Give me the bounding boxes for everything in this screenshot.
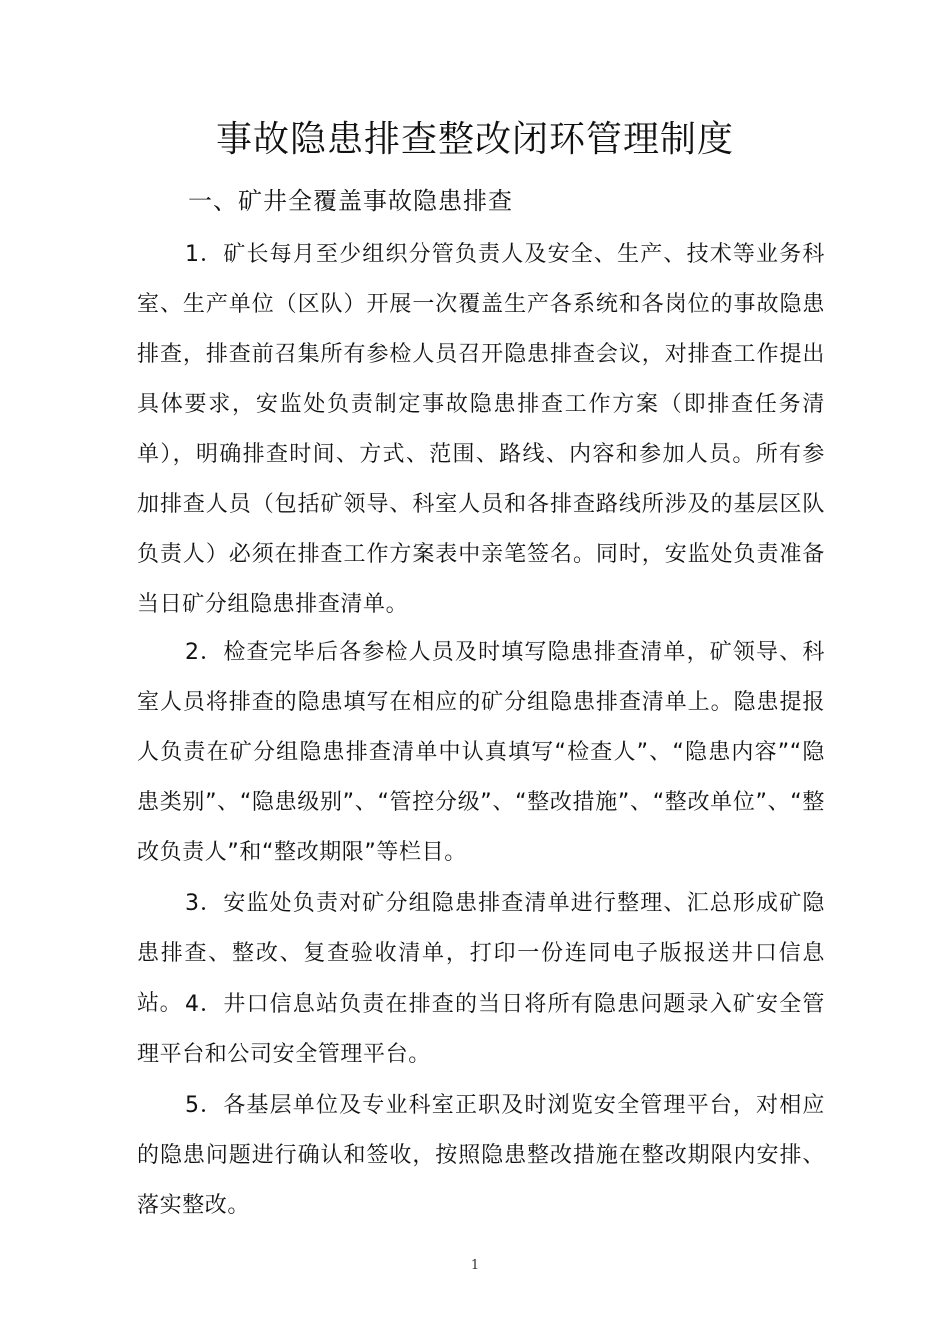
paragraph-5: 5．各基层单位及专业科室正职及时浏览安全管理平台，对相应的隐患问题进行确认和签收，按照隐患整改措施在整改期限内安排、落实整改。 [137,1093,825,1218]
paragraph-1: 1．矿长每月至少组织分管负责人及安全、生产、技术等业务科室、生产单位（区队）开展一次覆盖生产各系统和各岗位的事故隐患排查，排查前召集所有参检人员召开隐患排查会议，对排查工作提出具体要求，安监处负责制定事故隐患排查工作方案（即排查任务清单），明确排查时间、方式、范围、路线、内容和参加人员。所有参加排查人员（包括矿领导、科室人员和各排查路线所涉及的基层区队负责人）必须在排查工作方案表中亲笔签名。同时，安监处负责准备当日矿分组隐患排查清单。 [137,242,825,617]
document-title: 事故隐患排查整改闭环管理制度 [215,119,734,160]
section-heading: 一、矿井全覆盖事故隐患排查 [188,187,513,215]
paragraph-2: 2．检查完毕后各参检人员及时填写隐患排查清单，矿领导、科室人员将排查的隐患填写在相应的矿分组隐患排查清单上。隐患提报人负责在矿分组隐患排查清单中认真填写“检查人”、“隐患内容”“隐患类别”、“隐患级别”、“管控分级”、“整改措施”、“整改单位”、“整改负责人”和“整改期限”等栏目。 [137,640,825,865]
paragraph-3: 3．安监处负责对矿分组隐患排查清单进行整理、汇总形成矿隐患排查、整改、复查验收清单，打印一份连同电子版报送井口信息站。 [137,891,825,1016]
paragraph-4: 4．井口信息站负责在排查的当日将所有隐患问题录入矿安全管理平台和公司安全管理平台。 [137,992,825,1067]
page-number: 1 [470,1258,480,1273]
